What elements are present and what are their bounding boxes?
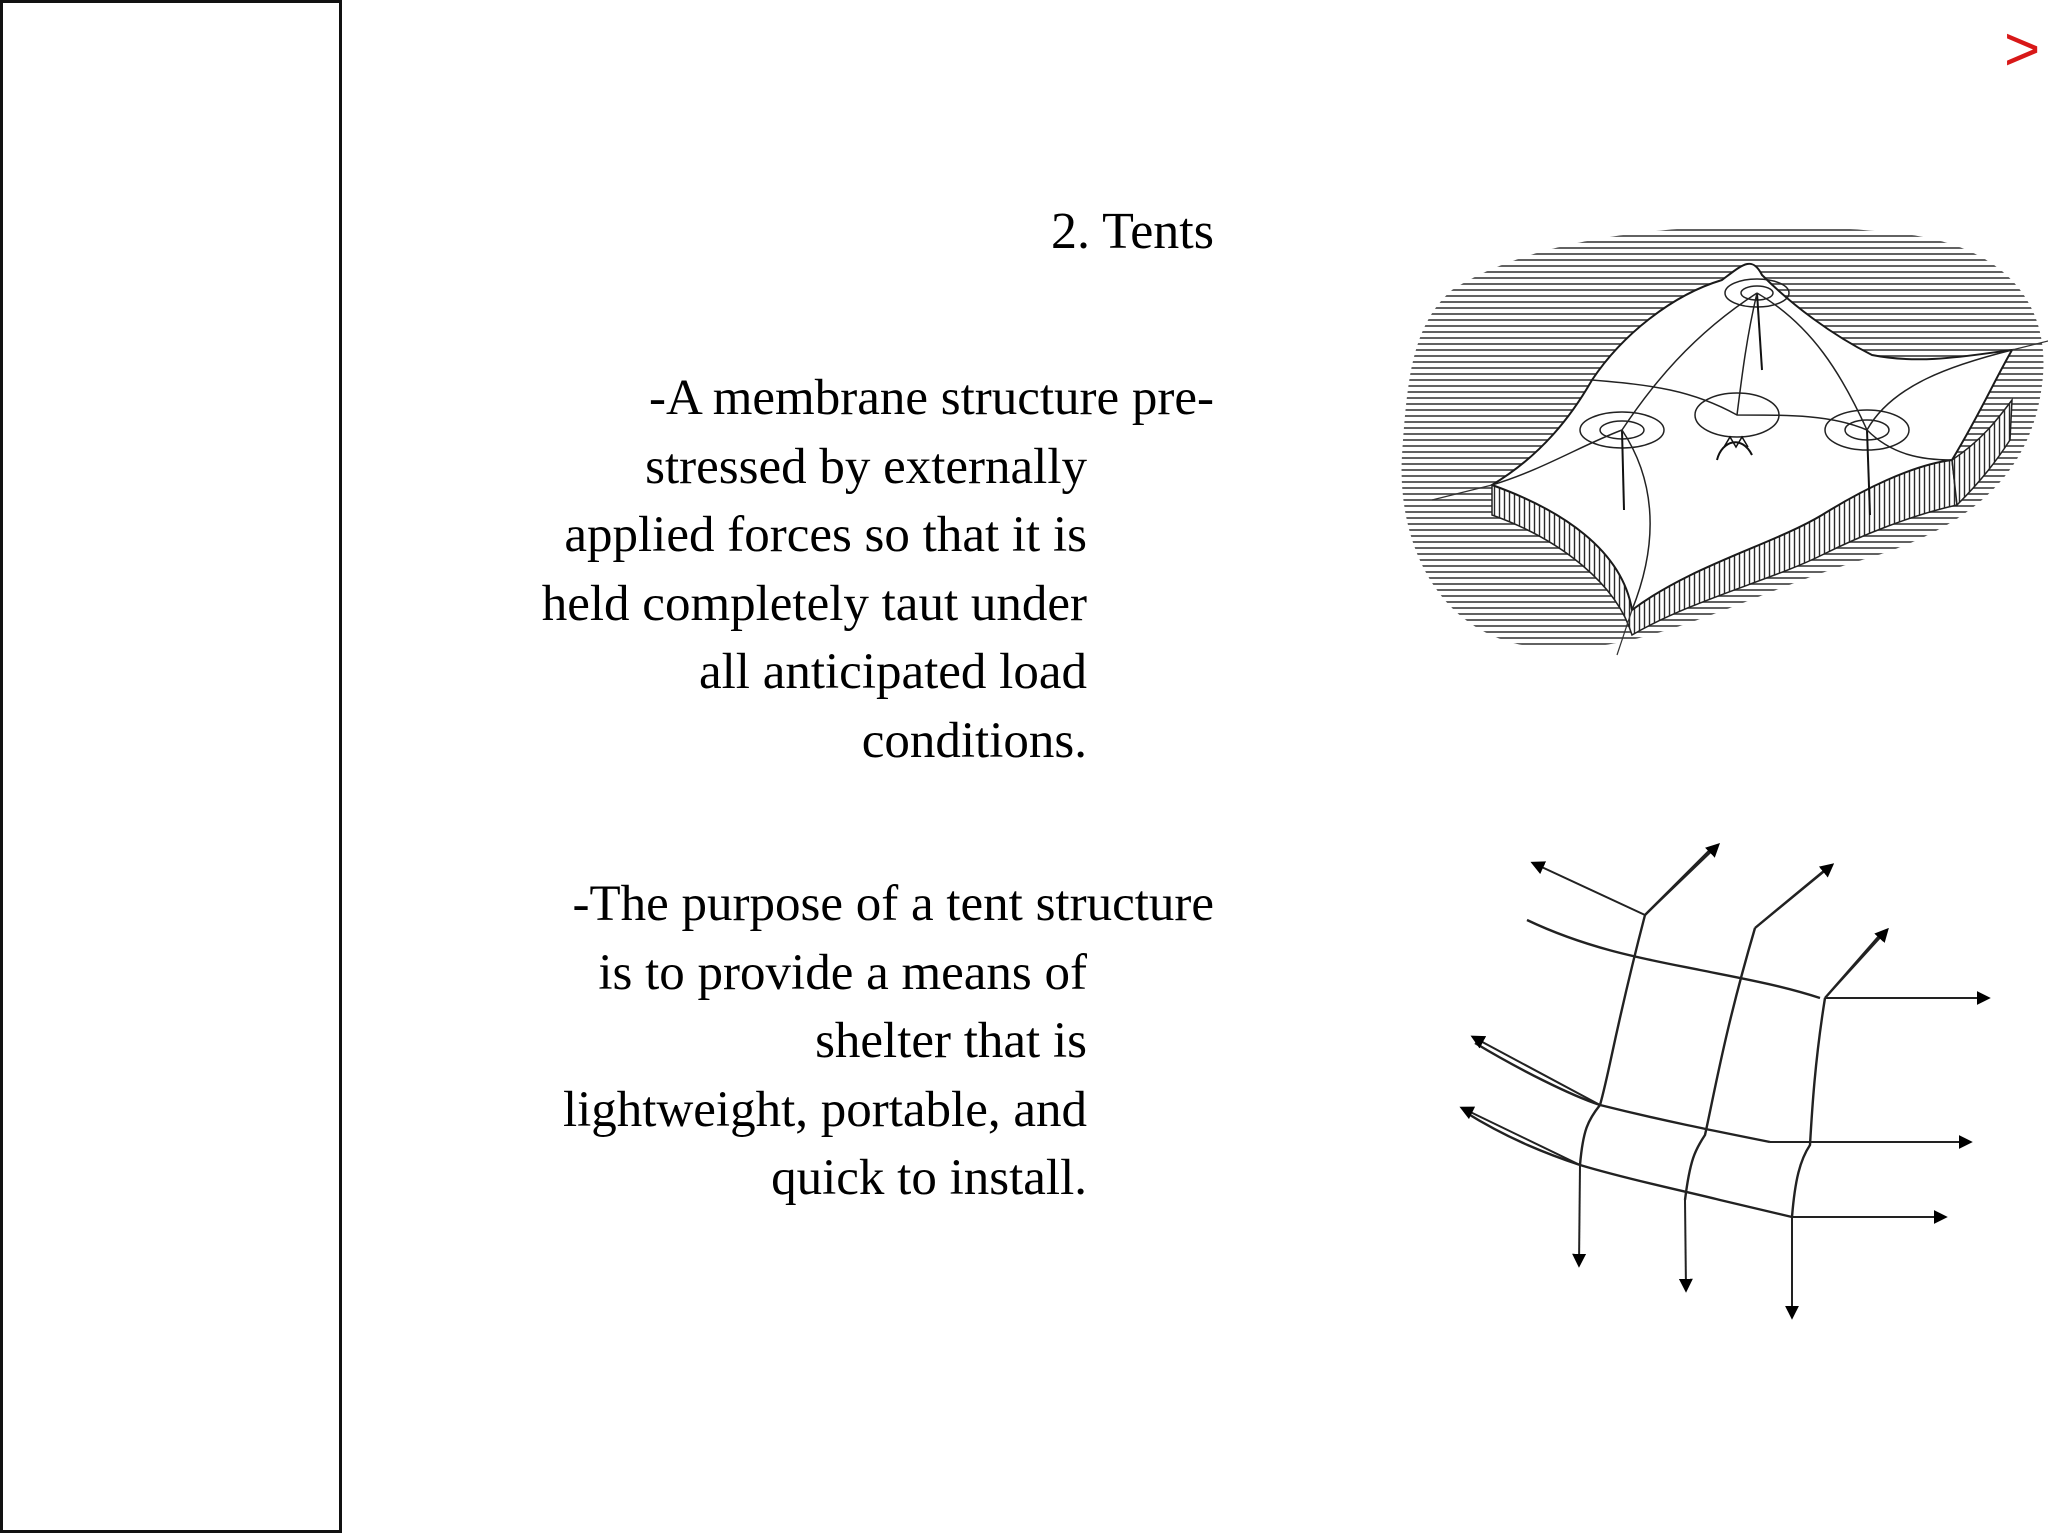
paragraph-line: -The purpose of a tent structure [572, 876, 1214, 932]
paragraph-line: conditions. [861, 712, 1087, 769]
side-panel [0, 0, 342, 1533]
paragraph-line: applied forces so that it is [564, 507, 1087, 563]
paragraph-line: held completely taut under [541, 575, 1087, 632]
paragraph-line: all anticipated load [698, 644, 1087, 700]
cable-net-lines [1465, 850, 1880, 1217]
paragraph-line: -A membrane structure pre- [648, 370, 1214, 426]
paragraph-line: is to provide a means of [598, 944, 1087, 1001]
paragraph-line: lightweight, portable, and [562, 1081, 1087, 1138]
paragraph-definition [414, 364, 1214, 775]
paragraph-line: quick to install. [771, 1150, 1087, 1206]
paragraph-line: shelter that is [815, 1013, 1087, 1069]
paragraph-purpose [414, 870, 1214, 1213]
force-arrows [1462, 845, 1988, 1317]
next-slide-arrow-icon[interactable]: > [2004, 15, 2041, 84]
cable-net-force-diagram [1440, 830, 2000, 1350]
slide-heading: 2. Tents [1051, 203, 1214, 260]
tent-membrane-illustration [1392, 215, 2048, 675]
paragraph-line: stressed by externally [645, 438, 1087, 495]
